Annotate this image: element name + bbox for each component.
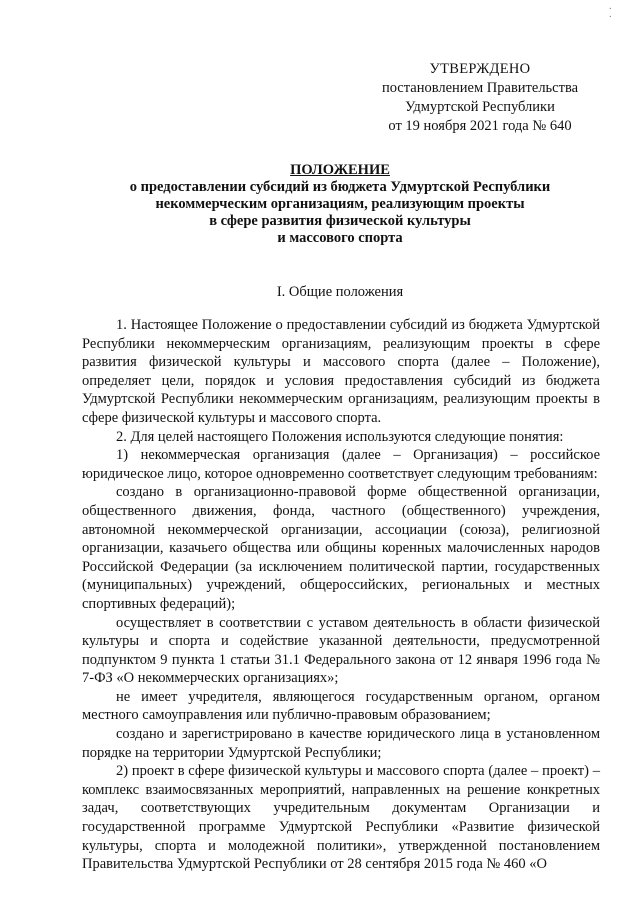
- title-line: и массового спорта: [277, 230, 403, 246]
- paragraph: не имеет учредителя, являющегося государственным органом, органом местного самоуправления или публично-правовым образованием;: [82, 688, 600, 724]
- paragraph: создано и зарегистрировано в качестве юридического лица в установленном порядке на территории Удмуртской Республики;: [82, 726, 600, 761]
- document-body: [82, 316, 600, 874]
- paragraph: 2. Для целей настоящего Положения используются следующие понятия:: [116, 428, 564, 445]
- title-main: ПОЛОЖЕНИЕ: [290, 162, 390, 178]
- scan-mark-icon: · ·: [608, 4, 612, 23]
- paragraph: 1. Настоящее Положение о предоставлении субсидий из бюджета Удмуртской Республики некоммерческим организациям, реализующим проекты в сфере развития физической культуры и массового спорта (далее – Положение), определяет цели, порядок и условия предоставления субсидий из бюджета Удмуртской Республики некоммерческим организациям, реализующим проекты в сфере физической культуры и массового спорта.: [82, 317, 600, 426]
- paragraph: 2) проект в сфере физической культуры и массового спорта (далее – проект) – комплекс взаимосвязанных мероприятий, направленных на решение конкретных задач, соответствующих учредительным документам Организации и государственной программе Удмуртской Республики «Развитие физической культуры, спорта и молодежной политики», утвержденной постановлением Правительства Удмуртской Республики от 28 сентября 2015 года № 460 «О: [82, 763, 600, 873]
- paragraph: осуществляет в соответствии с уставом деятельность в области физической культуры и спорта и содействие указанной деятельности, предусмотренной подпунктом 9 пункта 1 статьи 31.1 Федерального закона от 12 января 1996 года № 7-ФЗ «О некоммерческих организациях»;: [82, 614, 600, 687]
- approval-line: Удмуртской Республики: [405, 99, 555, 115]
- approval-head: УТВЕРЖДЕНО: [429, 61, 531, 77]
- approval-line: постановлением Правительства: [381, 80, 579, 96]
- title-line: в сфере развития физической культуры: [209, 213, 471, 229]
- approval-line: от 19 ноября 2021 года № 640: [388, 118, 572, 134]
- title-line: некоммерческим организациям, реализующим проекты: [155, 196, 525, 212]
- approval-stamp: [360, 60, 600, 136]
- paragraph: создано в организационно-правовой форме общественной организации, общественного движения, фонда, частного (общественного) учреждения, автономной некоммерческой организации, ассоциации (союза), религиозной организации, казачьего общества или общины коренных малочисленных народов Российской Федерации (за исключением политической партии, государственных (муниципальных) учреждений, общероссийских, региональных и местных спортивных федераций);: [82, 484, 600, 612]
- paragraph: 1) некоммерческая организация (далее – Организация) – российское юридическое лицо, которое одновременно соответствует следующим требованиям:: [82, 447, 600, 482]
- section-heading: I. Общие положения: [276, 284, 404, 300]
- document-title: [80, 162, 600, 247]
- title-line: о предоставлении субсидий из бюджета Удмуртской Республики: [129, 179, 551, 195]
